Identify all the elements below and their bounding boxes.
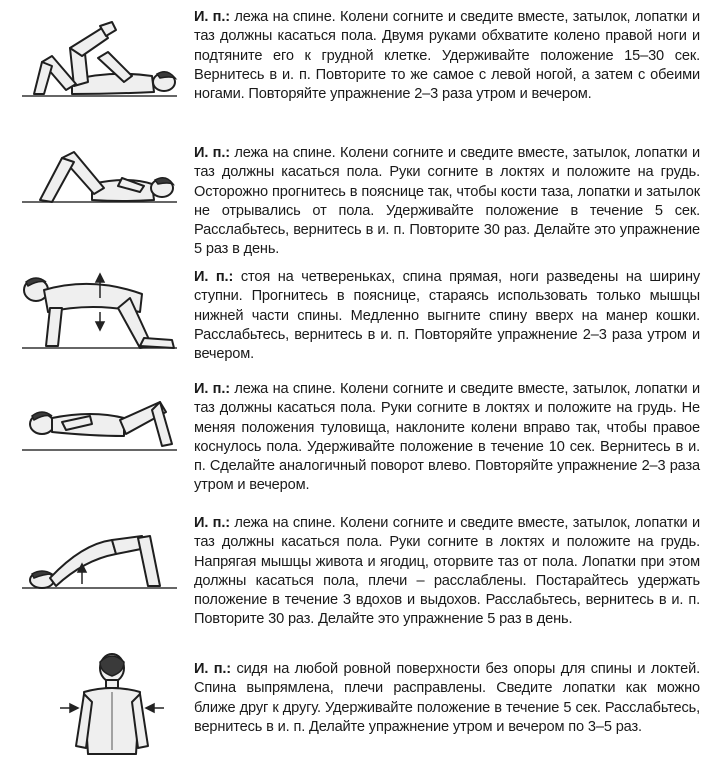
exercise-description: сидя на любой ровной поверхности без опоры для спины и локтей. Спина выпрямлена, плечи расправлены. Сведите лопатки как можно ближе друг к другу. Удерживайте положение в течение 5 сек. Расслабьтесь, вернитесь в и. п. Делайте упражнение утром и вечером по 3–5 раз. (194, 661, 700, 735)
knee-to-chest-illustration (12, 10, 184, 110)
exercise-description: лежа на спине. Колени согните и сведите вместе, затылок, лопатки и таз должны касаться пола. Двумя руками обхватите колено правой ноги и подтяните его к грудной клетке. Удерживайте положение 15–30 сек. Вернитесь в и. п. Повторите то же самое с левой ногой, а затем с обеими ногами. Повторяйте упражнение 2–3 раза утром и вечером. (194, 9, 700, 103)
starting-position-label: И. п.: (194, 515, 230, 531)
exercise-5-text (194, 514, 700, 630)
exercise-6-text (194, 660, 700, 737)
exercise-4-text (194, 380, 700, 496)
starting-position-label: И. п.: (194, 269, 234, 285)
exercise-description: лежа на спине. Колени согните и сведите вместе, затылок, лопатки и таз должны касаться пола. Руки согните в локтях и положите на грудь. Напрягая мышцы живота и ягодиц, оторвите таз от пола. Лопатки при этом должны касаться пола, плечи – расслаблены. Постарайтесь удержать положение в течение 3 вдохов и выдохов. Расслабьтесь, вернитесь в и. п. Повторите 30 раз. Делайте это упражнение 5 раз в день. (194, 515, 700, 628)
starting-position-label: И. п.: (194, 661, 232, 677)
exercise-description: лежа на спине. Колени согните и сведите вместе, затылок, лопатки и таз должны касаться пола. Руки согните в локтях и положите на грудь. Осторожно прогнитесь в пояснице так, чтобы кости таза, лопатки и затылок не отрывались от пола. Удерживайте положение в течение 5 сек. Расслабьтесь, вернитесь в и. п. Повторите 30 раз. Делайте это упражнение 5 раз в день. (194, 145, 700, 258)
shoulder-blade-squeeze-illustration (12, 650, 184, 762)
exercise-description: лежа на спине. Колени согните и сведите вместе, затылок, лопатки и таз должны касаться пола. Руки согните в локтях и положите на грудь. Не меняя положения туловища, наклоните колени вправо так, чтобы правое коснулось пола. Удерживайте положение в течение 10 сек. Вернитесь в и. п. Сделайте аналогичный поворот влево. Повторяйте упражнение 2–3 раза утром и вечером. (194, 381, 700, 494)
bridge-illustration (12, 524, 184, 598)
starting-position-label: И. п.: (194, 145, 230, 161)
exercise-description: стоя на четвереньках, спина прямая, ноги разведены на ширину ступни. Прогнитесь в пояснице, стараясь использовать только мышцы нижней части спины. Медленно выгните спину вверх на манер кошки. Расслабьтесь, вернитесь в и. п. Повторяйте упражнение 2–3 раза утром и вечером. (194, 269, 700, 363)
exercise-3-text (194, 268, 700, 364)
starting-position-label: И. п.: (194, 381, 230, 397)
cat-stretch-illustration (12, 268, 184, 358)
exercise-2-text (194, 144, 700, 260)
exercise-1-text (194, 8, 700, 104)
knee-rotation-illustration (12, 388, 184, 460)
pelvic-tilt-illustration (12, 144, 184, 214)
starting-position-label: И. п.: (194, 9, 230, 25)
